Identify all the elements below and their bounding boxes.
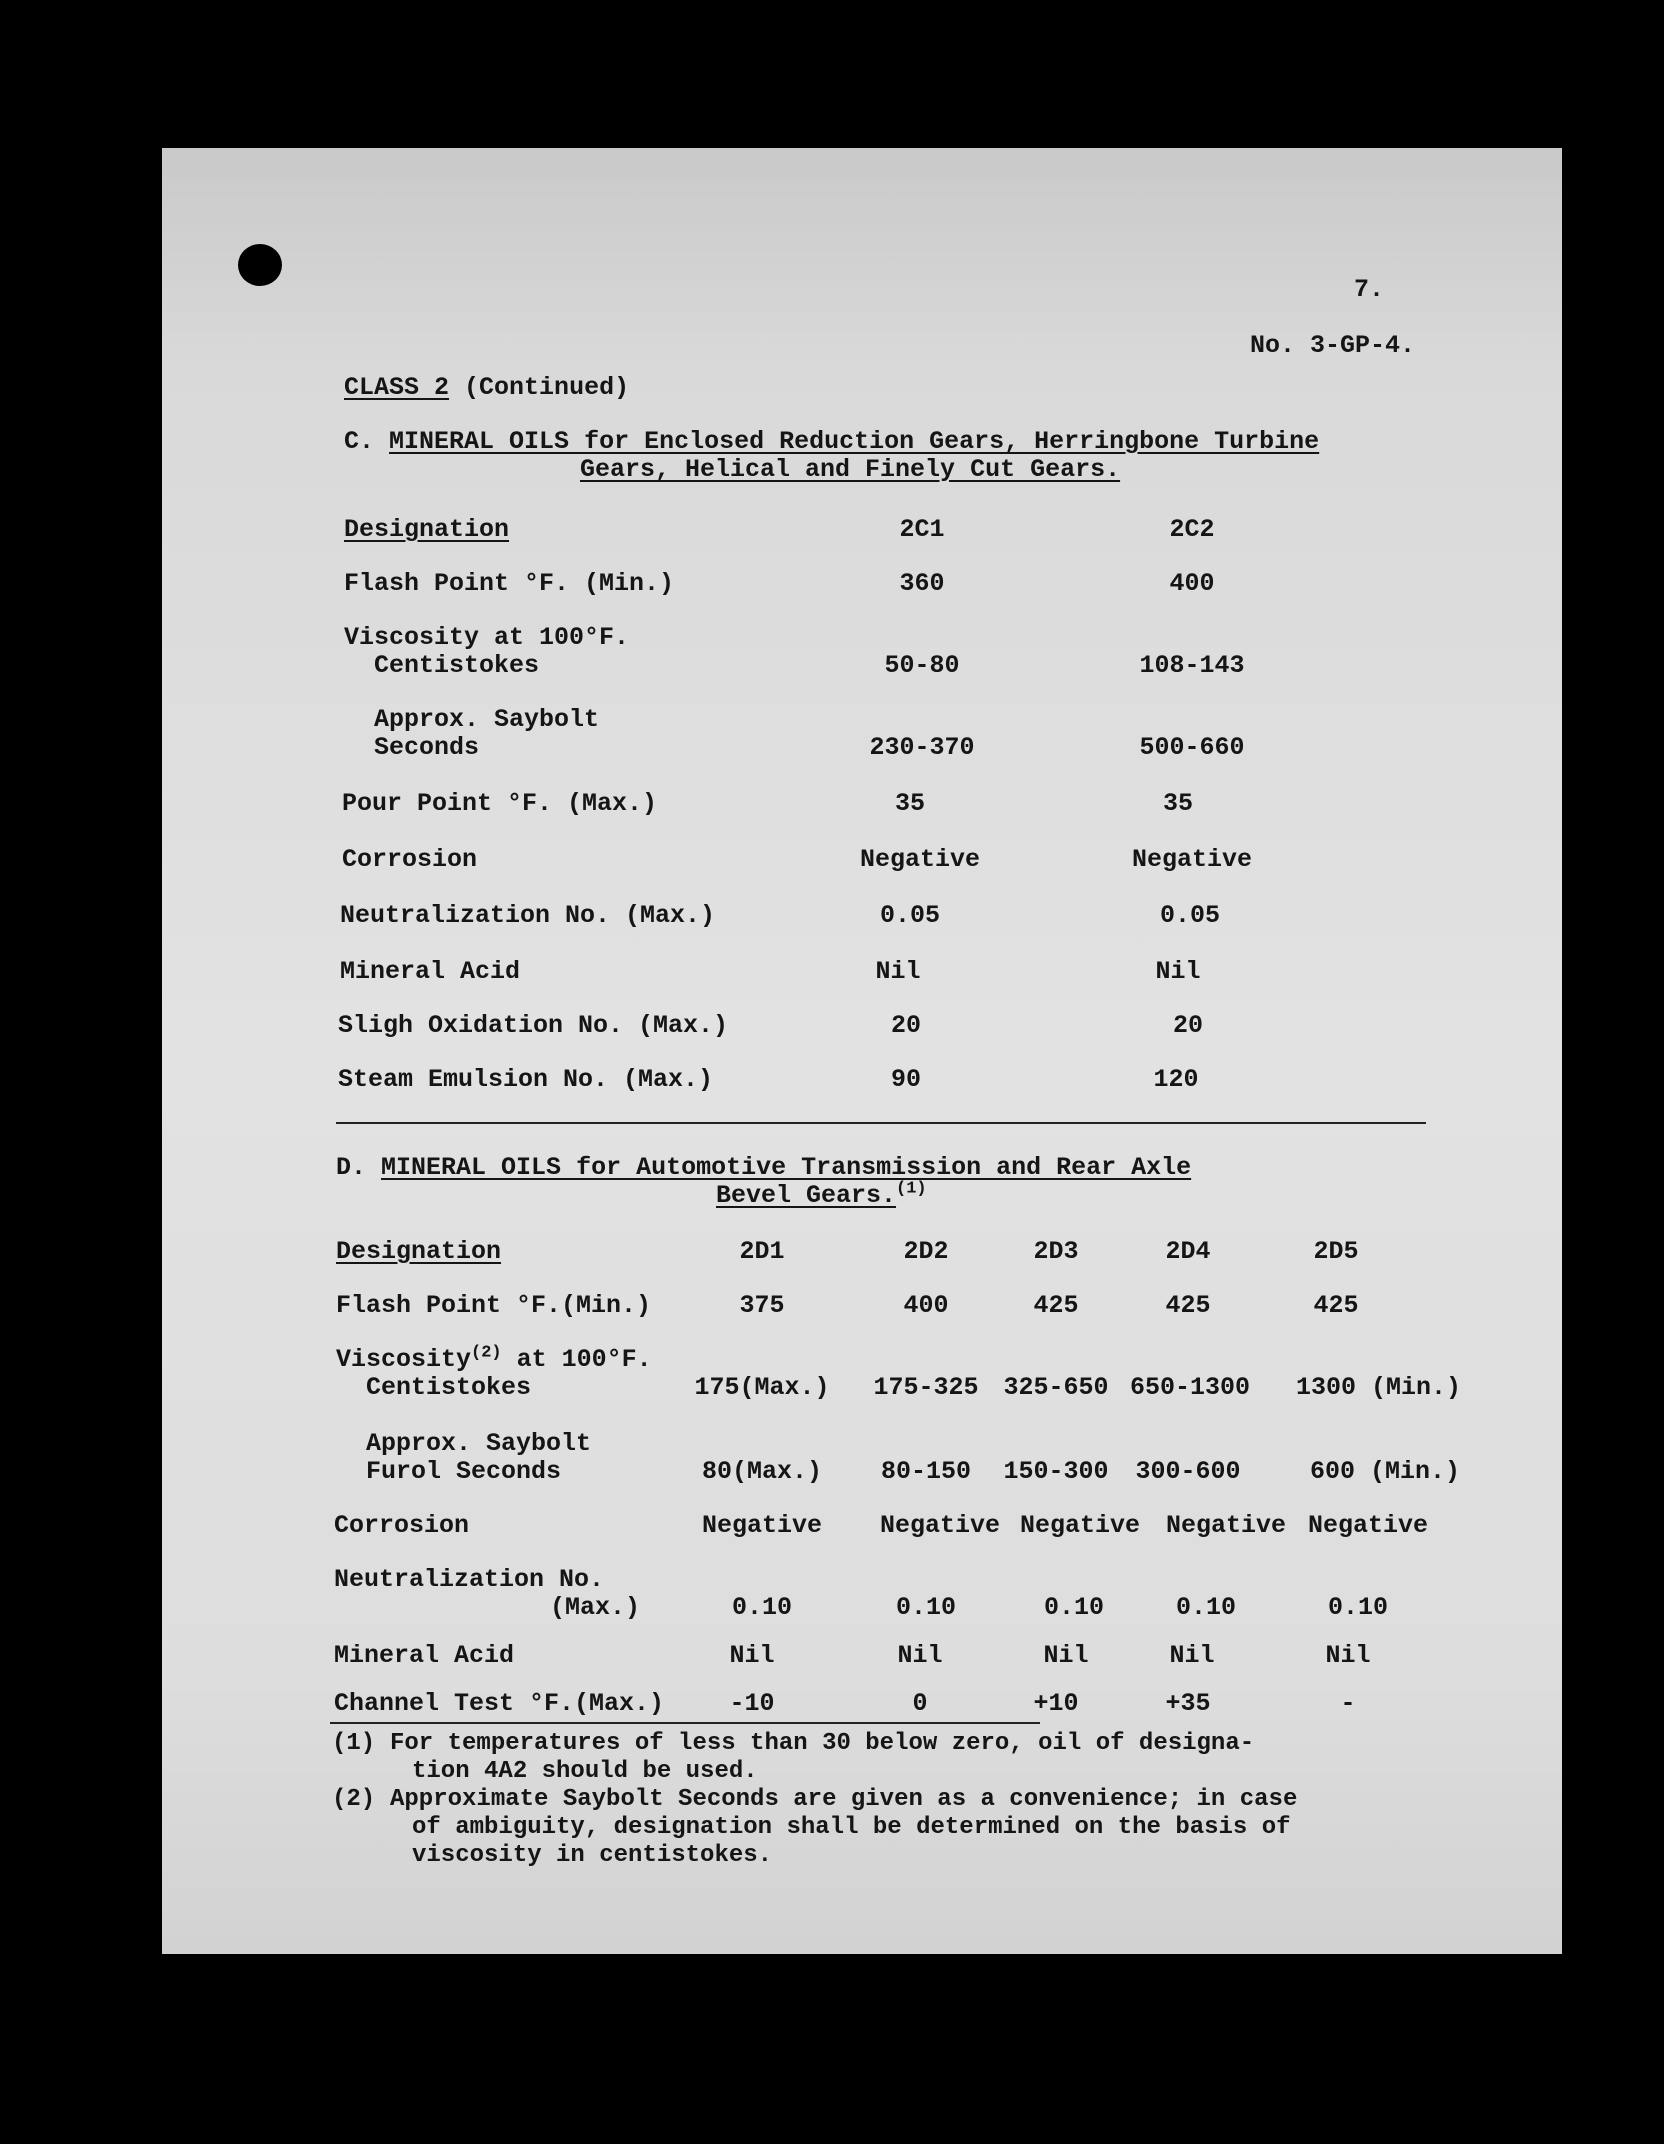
section-c-title-line1 [344, 428, 1319, 456]
d-flash-label: Flash Point °F.(Min.) [336, 1291, 652, 1320]
d-mineral-acid-2d1: Nil [729, 1641, 775, 1670]
document-number: No. 3-GP-4. [1250, 331, 1416, 360]
c-pour-2c1: 35 [894, 789, 925, 818]
section-d-title-line2 [716, 1179, 927, 1210]
d-channel-2d5: - [1340, 1689, 1356, 1718]
d-saybolt-2d5: 600 (Min.) [1310, 1457, 1461, 1486]
section-d-col-2d4: 2D4 [1165, 1237, 1211, 1266]
d-channel-label: Channel Test °F.(Max.) [334, 1689, 665, 1718]
d-corrosion-2d5: Negative [1307, 1511, 1429, 1540]
section-d-title-2: Bevel Gears. [716, 1181, 897, 1210]
d-flash-2d2: 400 [903, 1291, 949, 1320]
class-suffix: (Continued) [464, 373, 630, 402]
d-viscosity-2d4: 650-1300 [1129, 1373, 1251, 1402]
class-heading [344, 374, 629, 402]
d-mineral-acid-2d4: Nil [1169, 1641, 1215, 1670]
section-d-title-line1 [336, 1154, 1191, 1182]
section-d-title: MINERAL OILS for Automotive Transmission and Rear Axle [381, 1153, 1192, 1182]
d-mineral-acid-label: Mineral Acid [334, 1641, 515, 1670]
d-neutralization-2d3: 0.10 [1043, 1593, 1104, 1622]
c-corrosion-label: Corrosion [342, 845, 478, 874]
c-corrosion-2c2: Negative [1131, 845, 1253, 874]
c-neutralization-2c1: 0.05 [879, 901, 940, 930]
c-oxidation-2c2: 20 [1172, 1011, 1203, 1040]
footnote-1-line2: tion 4A2 should be used. [412, 1758, 758, 1785]
section-d-col-2d3: 2D3 [1033, 1237, 1079, 1266]
d-flash-2d3: 425 [1033, 1291, 1079, 1320]
d-viscosity-2d2: 175-325 [873, 1373, 979, 1402]
footnote-2-line3: viscosity in centistokes. [412, 1842, 773, 1869]
footnote-2-line2: of ambiguity, designation shall be determined on the basis of [412, 1814, 1291, 1841]
d-saybolt-2d1: 80(Max.) [701, 1457, 823, 1486]
d-saybolt-label: Approx. Saybolt [366, 1429, 592, 1458]
d-viscosity-2d5: 1300 (Min.) [1296, 1373, 1462, 1402]
d-flash-2d1: 375 [739, 1291, 785, 1320]
d-viscosity-2d3: 325-650 [1003, 1373, 1109, 1402]
d-viscosity-2d1: 175(Max.) [694, 1373, 830, 1402]
c-saybolt-2c1: 230-370 [869, 733, 975, 762]
d-saybolt-label-2: Furol Seconds [366, 1457, 562, 1486]
section-c-col-2c1: 2C1 [899, 515, 945, 544]
section-d-designation-label: Designation [336, 1237, 502, 1266]
d-viscosity-label-2: Centistokes [366, 1373, 532, 1402]
section-c-title-line2: Gears, Helical and Finely Cut Gears. [580, 455, 1121, 484]
section-d-col-2d1: 2D1 [739, 1237, 785, 1266]
c-saybolt-label-2: Seconds [374, 733, 480, 762]
c-mineral-acid-2c2: Nil [1155, 957, 1201, 986]
footnote-ref-1: (1) [896, 1179, 927, 1199]
section-c-designation-label: Designation [344, 515, 510, 544]
d-neutralization-label: Neutralization No. [334, 1565, 605, 1594]
c-pour-label: Pour Point °F. (Max.) [342, 789, 658, 818]
c-viscosity-label: Viscosity at 100°F. [344, 623, 630, 652]
punch-hole [238, 244, 282, 286]
c-saybolt-label: Approx. Saybolt [374, 705, 600, 734]
d-neutralization-label-2: (Max.) [550, 1593, 641, 1622]
d-mineral-acid-2d5: Nil [1325, 1641, 1371, 1670]
footnote-rule [330, 1722, 1040, 1724]
c-mineral-acid-2c1: Nil [875, 957, 921, 986]
d-saybolt-2d2: 80-150 [880, 1457, 971, 1486]
d-channel-2d2: 0 [912, 1689, 928, 1718]
c-viscosity-2c2: 108-143 [1139, 651, 1245, 680]
d-mineral-acid-2d2: Nil [897, 1641, 943, 1670]
d-mineral-acid-2d3: Nil [1043, 1641, 1089, 1670]
c-saybolt-2c2: 500-660 [1139, 733, 1245, 762]
d-saybolt-2d4: 300-600 [1135, 1457, 1241, 1486]
footnote-1-line1: For temperatures of less than 30 below zero, oil of designa- [390, 1730, 1255, 1757]
page-number: 7. [1354, 275, 1385, 304]
section-divider [336, 1122, 1426, 1124]
d-viscosity-label [336, 1343, 652, 1374]
section-c-letter: C. [344, 427, 375, 456]
footnote-2-marker: (2) [332, 1786, 376, 1813]
c-neutralization-2c2: 0.05 [1159, 901, 1220, 930]
c-mineral-acid-label: Mineral Acid [340, 957, 521, 986]
d-channel-2d1: -10 [729, 1689, 775, 1718]
footnote-2-line1: Approximate Saybolt Seconds are given as a convenience; in case [390, 1786, 1298, 1813]
class-label: CLASS 2 [344, 373, 450, 402]
d-neutralization-2d1: 0.10 [731, 1593, 792, 1622]
d-flash-2d5: 425 [1313, 1291, 1359, 1320]
footnote-ref-2: (2) [471, 1343, 502, 1363]
c-viscosity-label-2: Centistokes [374, 651, 540, 680]
c-oxidation-2c1: 20 [890, 1011, 921, 1040]
c-neutralization-label: Neutralization No. (Max.) [340, 901, 716, 930]
c-viscosity-2c1: 50-80 [884, 651, 960, 680]
d-neutralization-2d5: 0.10 [1327, 1593, 1388, 1622]
d-saybolt-2d3: 150-300 [1003, 1457, 1109, 1486]
d-viscosity-label-a: Viscosity [336, 1345, 472, 1374]
section-d-letter: D. [336, 1153, 367, 1182]
d-channel-2d3: +10 [1033, 1689, 1079, 1718]
section-c-col-2c2: 2C2 [1169, 515, 1215, 544]
d-corrosion-2d2: Negative [879, 1511, 1001, 1540]
d-viscosity-label-b: at 100°F. [501, 1345, 652, 1374]
section-d-col-2d2: 2D2 [903, 1237, 949, 1266]
section-c-title: MINERAL OILS for Enclosed Reduction Gears, Herringbone Turbine [389, 427, 1320, 456]
c-flash-label: Flash Point °F. (Min.) [344, 569, 675, 598]
c-emulsion-label: Steam Emulsion No. (Max.) [338, 1065, 714, 1094]
footnote-1-marker: (1) [332, 1730, 376, 1757]
d-neutralization-2d4: 0.10 [1175, 1593, 1236, 1622]
c-flash-2c1: 360 [899, 569, 945, 598]
c-oxidation-label: Sligh Oxidation No. (Max.) [338, 1011, 729, 1040]
section-d-col-2d5: 2D5 [1313, 1237, 1359, 1266]
d-corrosion-2d1: Negative [701, 1511, 823, 1540]
d-channel-2d4: +35 [1165, 1689, 1211, 1718]
c-corrosion-2c1: Negative [859, 845, 981, 874]
c-flash-2c2: 400 [1169, 569, 1215, 598]
document-page [162, 148, 1562, 1954]
c-emulsion-2c2: 120 [1153, 1065, 1199, 1094]
d-corrosion-2d3: Negative [1019, 1511, 1141, 1540]
d-corrosion-2d4: Negative [1165, 1511, 1287, 1540]
d-corrosion-label: Corrosion [334, 1511, 470, 1540]
c-pour-2c2: 35 [1162, 789, 1193, 818]
d-flash-2d4: 425 [1165, 1291, 1211, 1320]
c-emulsion-2c1: 90 [890, 1065, 921, 1094]
d-neutralization-2d2: 0.10 [895, 1593, 956, 1622]
